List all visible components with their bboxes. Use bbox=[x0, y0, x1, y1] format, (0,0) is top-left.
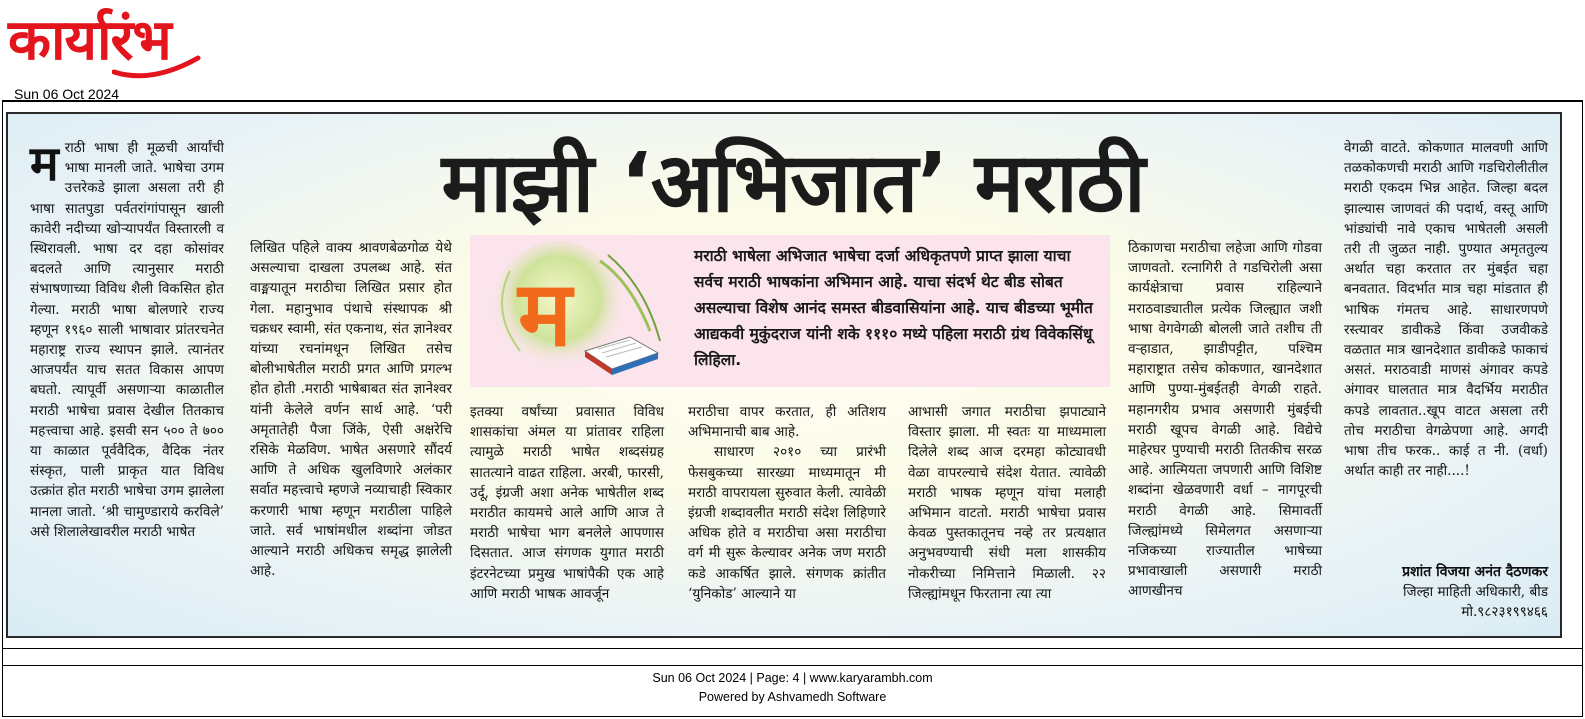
article-column-5 bbox=[908, 402, 1106, 604]
highlight-text: मराठी भाषेला अभिजात भाषेचा दर्जा अधिकृतपणे प्राप्त झाला याचा सर्वच मराठी भाषकांना अभिमान आहे. याचा संदर्भ थेट बीड सोबत असल्याचा विशेष आनंद समस्त बीडवासियांना आहे. याच बीडच्या भूमीत आद्यकवी मुकुंदराज यांनी शके १११० मध्ये पहिला मराठी ग्रंथ विवेकसिंधू लिहिला. bbox=[694, 247, 1093, 369]
author-byline bbox=[1344, 562, 1548, 623]
highlight-box bbox=[470, 235, 1110, 387]
column-5-text: आभासी जगात मराठीचा झपाट्याने विस्तार झाला. मी स्वतः या माध्यमाला दिलेले शब्द आज दरमहा कोट्यावधी वेळा वापरल्याचे संदेश येतात. त्यावेळी मराठी भाषक म्हणून यांचा मलाही अभिमान वाटतो. मराठी भाषेचा प्रवास केवळ पुस्तकातूनच नव्हे तर प्रत्यक्षात अनुभवण्याची संधी मला शासकीय नोकरीच्या निमित्ताने मिळाली. २२ जिल्ह्यांमधून फिरताना त्या त्या bbox=[908, 404, 1106, 602]
column-3-text: इतक्या वर्षांच्या प्रवासात विविध शासकांचा अंमल या प्रांतावर राहिला त्यामुळे मराठी भाषेत शब्दसंग्रह सातत्याने वाढत राहिला. अरबी, फारसी, उर्दू, इंग्रजी अशा अनेक भाषेतील शब्द मराठीत कायमचे आले आणि आज ते मराठी भाषेचा भाग बनलेले आपणास दिसतात. आज संगणक युगात मराठी इंटरनेटच्या प्रमुख भाषांपैकी एक आहे आणि मराठी भाषक आवर्जून bbox=[470, 404, 664, 602]
footer-page-info[interactable]: Sun 06 Oct 2024 | Page: 4 | www.karyarambh.com bbox=[652, 671, 933, 685]
page-footer bbox=[0, 669, 1585, 707]
article-column-3 bbox=[470, 402, 664, 604]
footer-powered-by: Powered by Ashvamedh Software bbox=[698, 690, 887, 704]
drop-cap: म bbox=[30, 136, 59, 192]
column-6-text: ठिकाणचा मराठीचा लहेजा आणि गोडवा जाणवतो. रत्नागिरी ते गडचिरोली असा कार्यक्षेत्राचा प्रवास राहिल्याने मराठवाड्यातील प्रत्येक जिल्ह्यात जशी भाषा वेगवेगळी बोलली जाते तशीच ती वऱ्हाडात, झाडीपट्टीत, पश्चिम महाराष्ट्रात तसेच कोकणात, खानदेशात आणि पुण्या-मुंबईतही वेगळी राहते. महानगरीय प्रभाव असणारी मुंबईची मराठी खूपच वेगळी आहे. विद्येचे माहेरघर पुण्याची मराठी तितकीच सरळ आहे. आत्मियता जपणारी आणि विशिष्ट शब्दांना खेळवणारी वर्धा – नागपूरची मराठी वेगळी आहे. सिमावर्ती जिल्ह्यांमध्ये सिमेलगत असणाऱ्या नजिकच्या राज्यातील भाषेच्या प्रभावाखाली असणारी मराठी आणखीनच bbox=[1128, 240, 1322, 600]
article-column-4 bbox=[688, 402, 886, 604]
column-2-text: लिखित पहिले वाक्य श्रावणबेळगोळ येथे असल्याचा दाखला उपलब्ध आहे. संत वाङ्मयातून मराठीचा लिखित प्रसार होत गेला. महानुभाव पंथाचे संस्थापक श्री चक्रधर स्वामी, संत एकनाथ, संत ज्ञानेश्वर यांच्या रचनांमधून लिखित तसेच बोलीभाषेतील मराठी प्रगत आणि प्रगल्भ होत होती .मराठी भाषेबाबत संत ज्ञानेश्वर यांनी केलेले वर्णन सार्थ आहे. ‘परी अमृतातेही पैजा जिंके, ऐसी अक्षरेचि रसिके मेळविण. भाषेत असणारे सौंदर्य आणि ते अधिक खुलविणारे अलंकार सर्वात महत्त्वाचे म्हणजे नव्याचाही स्विकार करणारी भाषा म्हणून मराठीला पाहिले जाते. सर्व भाषांमधील शब्दांना जोडत आल्याने मराठी अधिकच समृद्ध झालेली आहे. bbox=[250, 240, 452, 580]
edition-date: Sun 06 Oct 2024 bbox=[14, 86, 120, 102]
logo-swoosh-icon bbox=[112, 54, 202, 82]
article-column-6 bbox=[1128, 238, 1322, 602]
article-clipping bbox=[6, 112, 1562, 638]
author-designation: जिल्हा माहिती अधिकारी, बीड bbox=[1402, 584, 1548, 601]
ma-letter: म bbox=[518, 262, 572, 367]
footer-divider-bottom bbox=[2, 665, 1583, 666]
masthead bbox=[2, 2, 1583, 102]
column-4-paragraph-1: मराठीचा वापर करतात, ही अतिशय अभिमानाची बाब आहे. bbox=[688, 404, 886, 441]
author-name: प्रशांत विजया अनंत दैठणकर bbox=[1402, 564, 1548, 580]
column-4-paragraph-2: साधारण २०१० च्या प्रारंभी फेसबुकच्या सारख्या माध्यमातून मी मराठी वापरायला सुरुवात केली. त्यावेळी इंग्रजी शब्दावलीत मराठी संदेश लिहिणारे अधिक होते व मराठीचा असा मराठीचा वर्ग मी सुरू केल्यावर अनेक जण मराठी कडे आकर्षित झाले. संगणक क्रांतीत ‘युनिकोड’ आल्याने या bbox=[688, 444, 886, 602]
article-headline: माझी ‘अभिजात’ मराठी bbox=[441, 136, 1145, 231]
newspaper-logo[interactable]: कार्यारंभ bbox=[8, 8, 171, 73]
article-column-7 bbox=[1344, 138, 1548, 481]
column-7-text: वेगळी वाटते. कोकणात मालवणी आणि तळकोकणची मराठी आणि गडचिरोलीतील मराठी एकदम भिन्न आहेत. जिल्हा बदल झाल्यास जाणवतं की पदार्थ, वस्तू आणि भांड्यांची नावे एकाच भाषेतली असली तरी ती जुळत नाही. पुण्यात अमृततुल्य अर्थात चहा करतात तर मुंबईत चहा बनवतात. विदर्भात मात्र चहा मांडतात ही भाषिक गंमतच आहे. साधारणपणे रस्त्यावर डावीकडे किंवा उजवीकडे वळतात मात्र खानदेशात डावीकडे फाकाचं असतं. मराठवाडी माणसं अंगावर कपडे अंगावर घालतात मात्र वैदर्भिय मराठीत कपडे लावतात..खूप वाटत असला तरी तोच मराठीचा वेगळेपणा आहे. अगदी भाषा तीच फरक.. काई त नी. (वर्धा) अर्थात काही तर नाही....! bbox=[1344, 140, 1548, 480]
marathi-letter-book-illustration bbox=[480, 241, 680, 383]
article-column-2 bbox=[250, 238, 452, 581]
author-phone: मो.९८२३१९९४६६ bbox=[1461, 604, 1548, 621]
article-column-1 bbox=[30, 138, 224, 542]
footer-divider-top bbox=[2, 648, 1583, 649]
column-1-text: राठी भाषा ही मूळची आर्यांची भाषा मानली जाते. भाषेचा उगम उत्तरेकडे झाला असला तरी ही भाषा सातपुडा पर्वतरांगांपासून खाली कावेरी नदीच्या खोऱ्यापर्यंत विस्तारली व स्थिरावली. भाषा दर दहा कोसांवर बदलते आणि त्यानुसार मराठी संभाषणाच्या विविध शैली विकसित होत गेल्या. मराठी भाषा बोलणारे राज्य म्हणून १९६० साली भाषावार प्रांतरचनेत महाराष्ट्र राज्य स्थापन झाले. त्यानंतर आजपर्यंत याच सतत विकास आपण बघतो. त्यापूर्वी असणाऱ्या काळातील मराठी भाषेचा प्रवास देखील तितकाच महत्त्वाचा आहे. इसवी सन ५०० ते ७०० या काळात पूर्ववैदिक, वैदिक नंतर संस्कृत, पाली प्राकृत यात विविध उत्क्रांत होत मराठी भाषेचा उगम झालेला मानला जातो. ‘श्री चामुण्डाराये करविले’ असे शिलालेखावरील मराठी भाषेत bbox=[30, 140, 224, 540]
